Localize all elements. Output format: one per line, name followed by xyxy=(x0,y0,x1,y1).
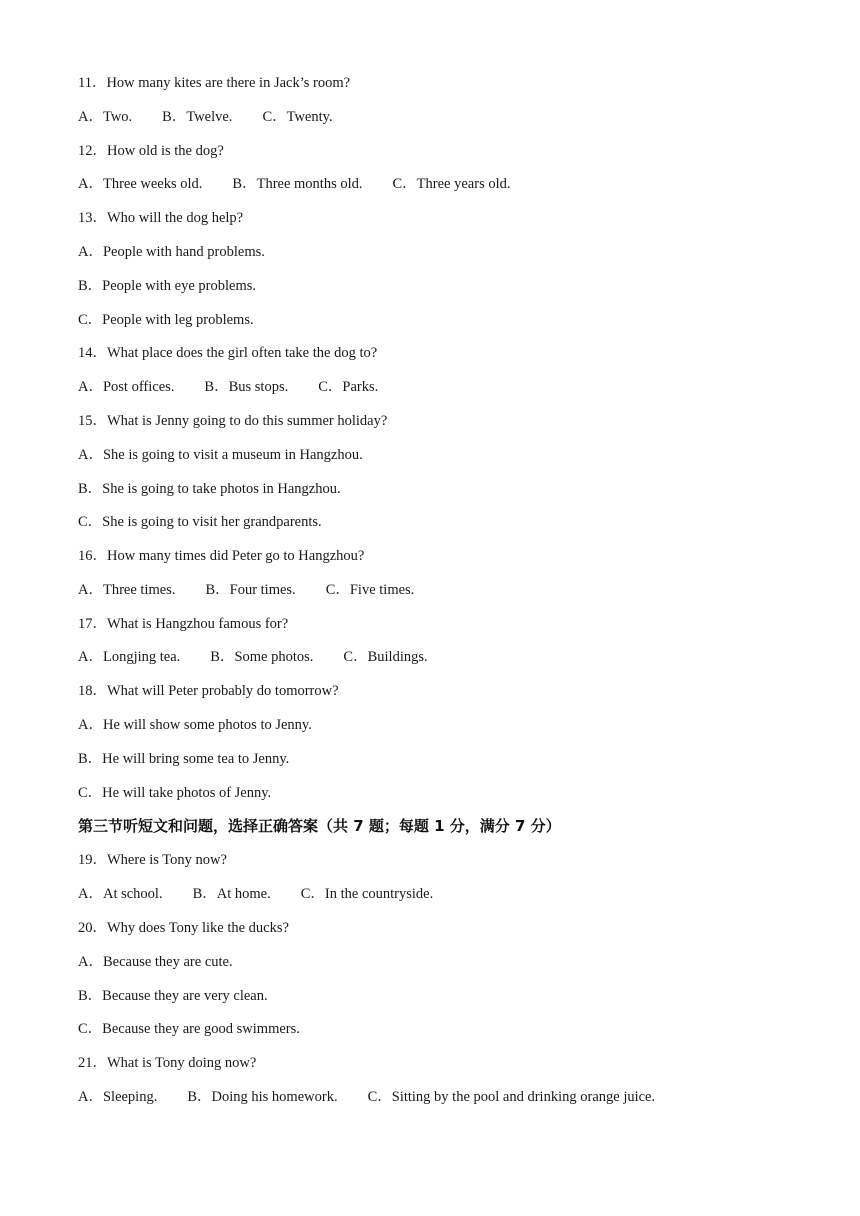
option-a: A．Three weeks old. xyxy=(78,176,203,192)
options-row xyxy=(78,884,433,904)
question-stem: 16．How many times did Peter go to Hangzhou? xyxy=(78,548,365,564)
question-stem: 13．Who will the dog help? xyxy=(78,210,244,226)
option-b: B．Four times. xyxy=(205,582,296,598)
option-a: A．Post offices. xyxy=(78,379,175,395)
question-stem: 12．How old is the dog? xyxy=(78,143,224,159)
option-a: A．Three times. xyxy=(78,582,176,598)
option-a: A．Sleeping. xyxy=(78,1089,158,1105)
option-b: B．People with eye problems. xyxy=(78,278,257,294)
option-c: C．Three years old. xyxy=(392,176,511,192)
question-stem: 20．Why does Tony like the ducks? xyxy=(78,920,289,936)
option-b: B．Twelve. xyxy=(162,109,233,125)
option-a: A．She is going to visit a museum in Hangzhou. xyxy=(78,447,363,463)
section-title: 第三节听短文和问题，选择正确答案（共 7 题；每题 1 分，满分 7 分） xyxy=(78,817,561,835)
question-stem: 11．How many kites are there in Jack’s room? xyxy=(78,75,351,91)
question-stem: 14．What place does the girl often take the dog to? xyxy=(78,345,378,361)
options-row xyxy=(78,174,511,194)
options-row xyxy=(78,1087,655,1107)
question-stem: 17．What is Hangzhou famous for? xyxy=(78,616,289,632)
option-b: B．He will bring some tea to Jenny. xyxy=(78,751,290,767)
option-c: C．Five times. xyxy=(325,582,415,598)
question-stem: 21．What is Tony doing now? xyxy=(78,1055,257,1071)
option-a: A．Because they are cute. xyxy=(78,954,233,970)
option-a: A．People with hand problems. xyxy=(78,244,265,260)
option-a: A．Longjing tea. xyxy=(78,649,181,665)
options-row xyxy=(78,107,333,127)
options-row xyxy=(78,580,414,600)
question-stem: 15．What is Jenny going to do this summer holiday? xyxy=(78,413,388,429)
option-c: C．Buildings. xyxy=(343,649,428,665)
question-stem: 18．What will Peter probably do tomorrow? xyxy=(78,683,339,699)
options-row xyxy=(78,377,378,397)
option-c: C．She is going to visit her grandparents. xyxy=(78,514,322,530)
option-b: B．She is going to take photos in Hangzhou. xyxy=(78,481,341,497)
options-row xyxy=(78,647,428,667)
option-c: C．Parks. xyxy=(318,379,379,395)
option-c: C．He will take photos of Jenny. xyxy=(78,785,272,801)
option-b: B．Some photos. xyxy=(210,649,314,665)
option-b: B．At home. xyxy=(192,886,271,902)
option-b: B．Because they are very clean. xyxy=(78,988,268,1004)
option-c: C．People with leg problems. xyxy=(78,312,254,328)
option-a: A．He will show some photos to Jenny. xyxy=(78,717,312,733)
option-b: B．Doing his homework. xyxy=(187,1089,338,1105)
option-b: B．Three months old. xyxy=(232,176,363,192)
option-c: C．Twenty. xyxy=(262,109,333,125)
option-b: B．Bus stops. xyxy=(204,379,289,395)
option-c: C．Because they are good swimmers. xyxy=(78,1021,300,1037)
option-c: C．In the countryside. xyxy=(300,886,434,902)
option-c: C．Sitting by the pool and drinking orange juice. xyxy=(367,1089,656,1105)
question-stem: 19．Where is Tony now? xyxy=(78,852,227,868)
option-a: A．At school. xyxy=(78,886,163,902)
option-a: A．Two. xyxy=(78,109,133,125)
